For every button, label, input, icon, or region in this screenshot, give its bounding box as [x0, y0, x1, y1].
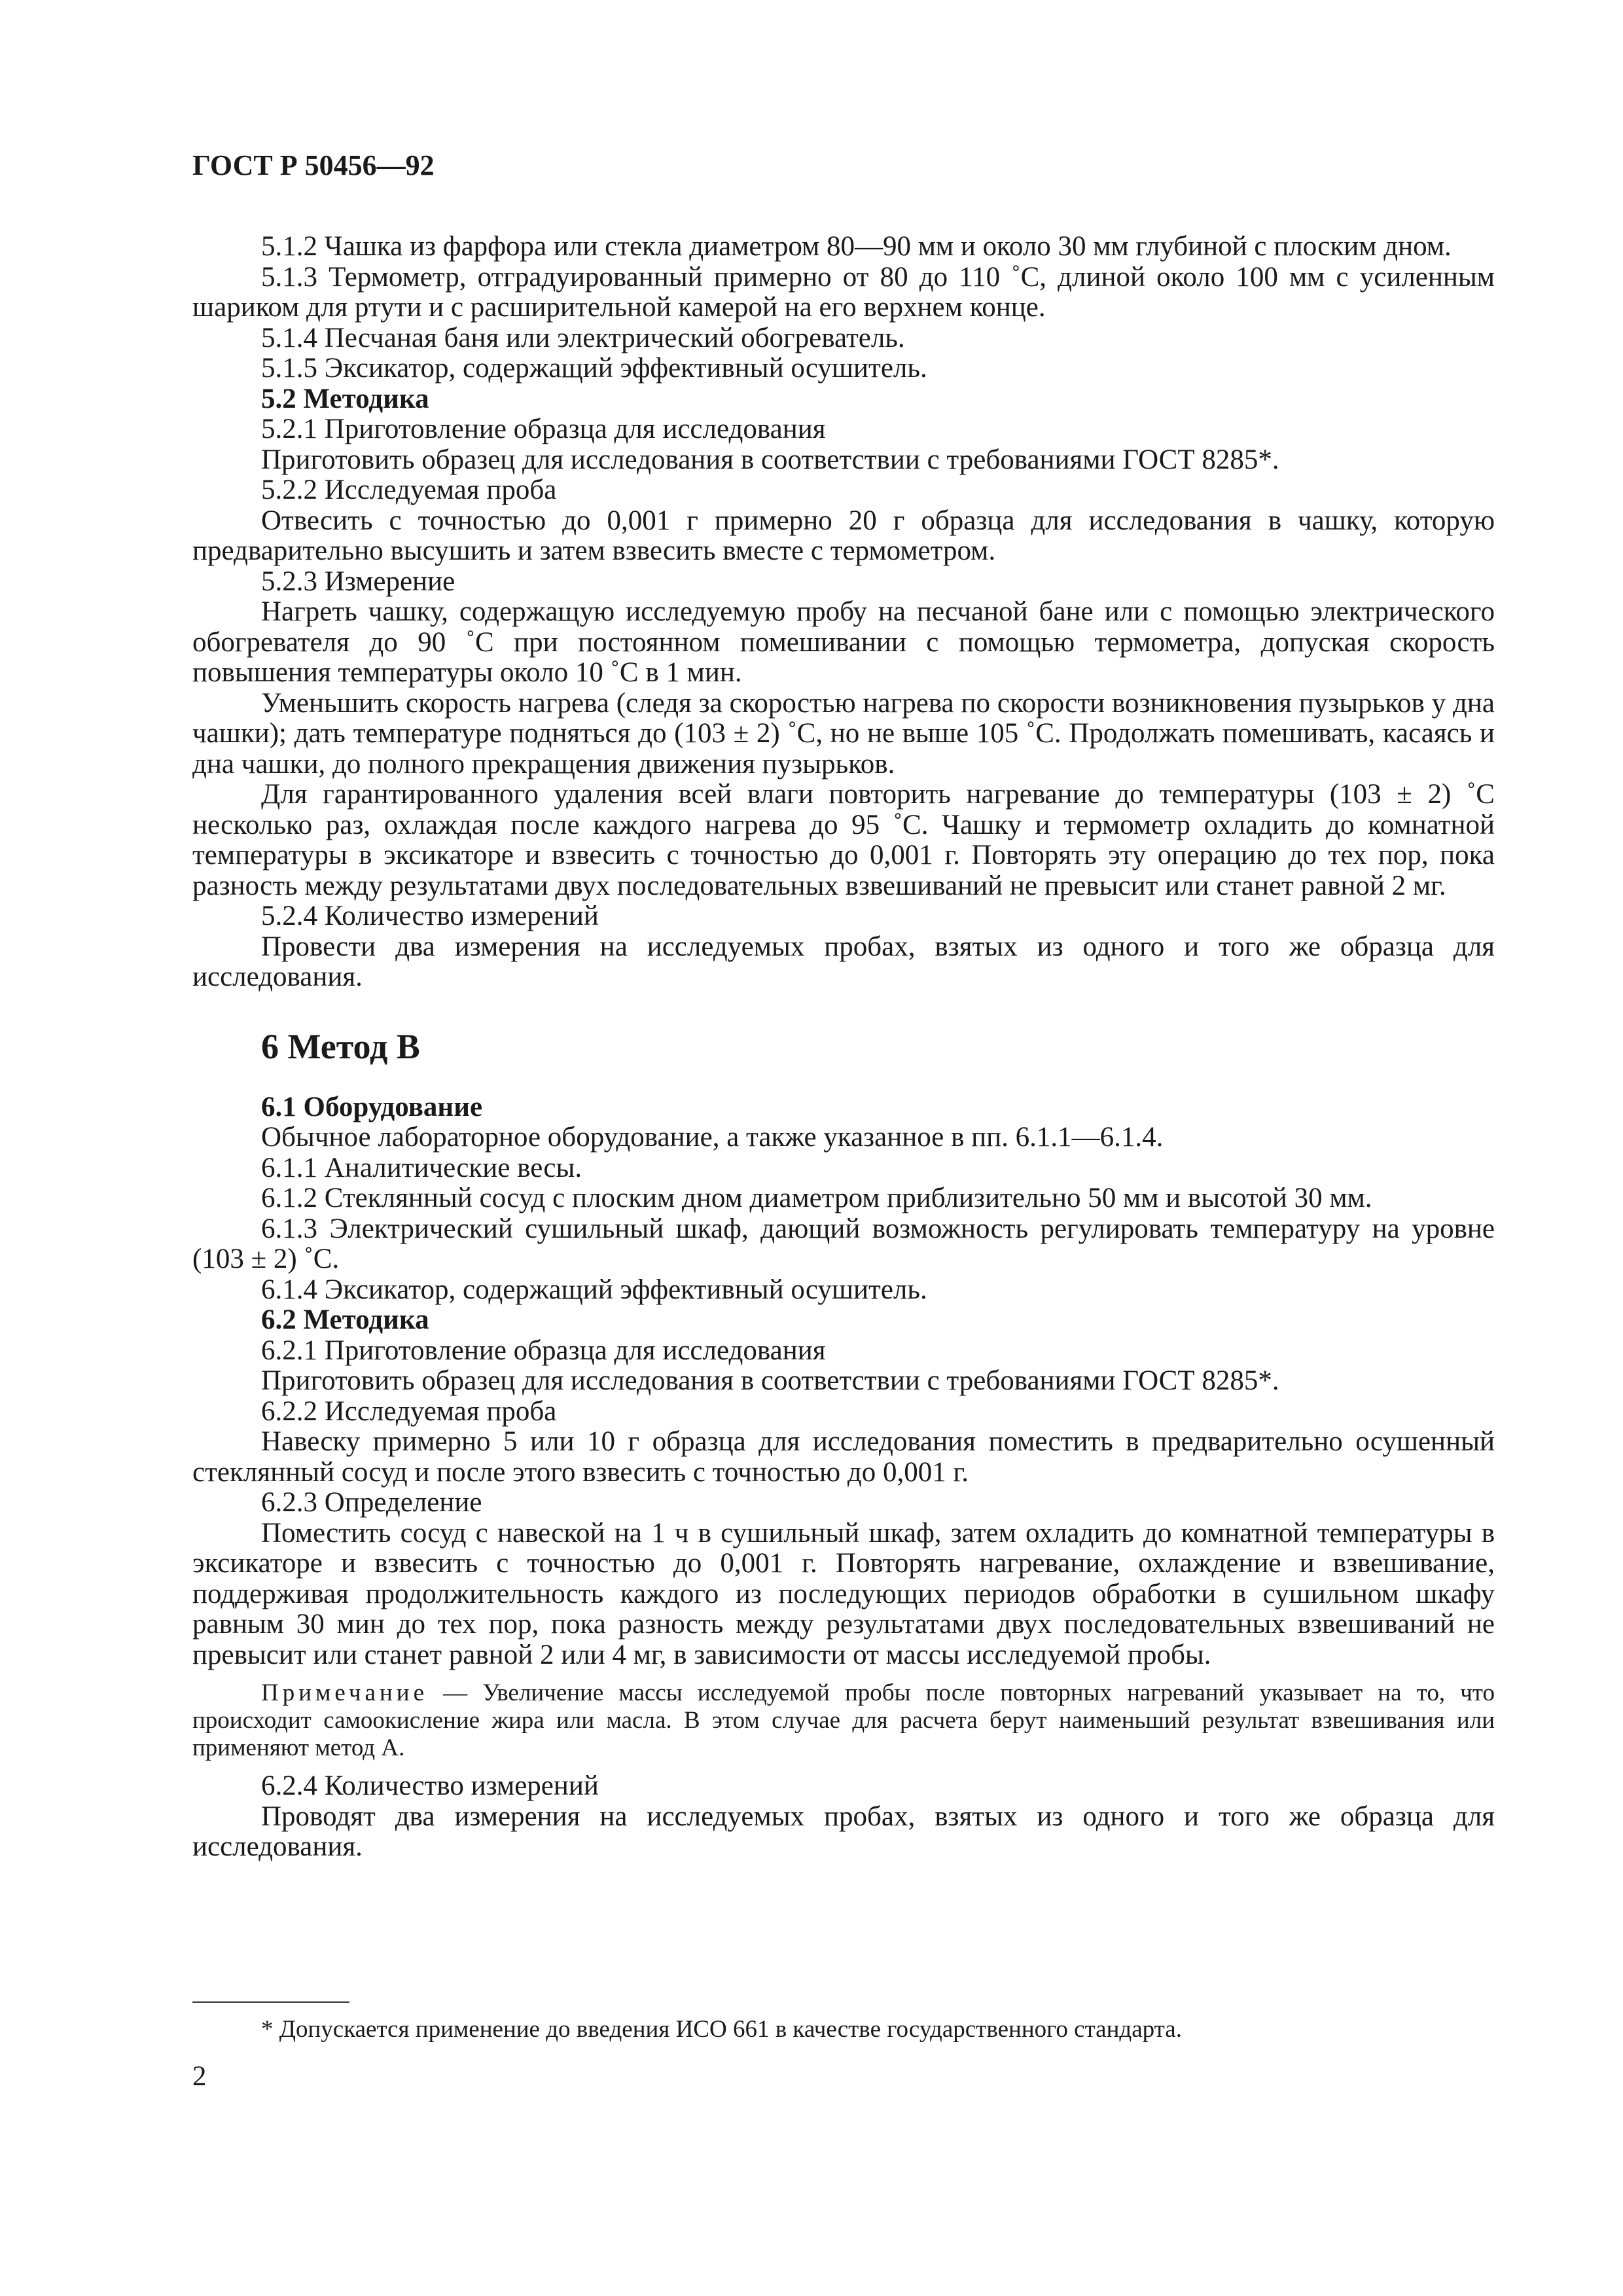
- section-heading-6: 6 Метод В: [261, 1026, 420, 1066]
- clause-5-1-2: 5.1.2 Чашка из фарфора или стекла диаметром 80—90 мм и около 30 мм глубиной с плоским дном.: [261, 231, 1452, 262]
- heading-6-2-1: 6.2.1 Приготовление образца для исследования: [261, 1335, 826, 1366]
- heading-6-2-2: 6.2.2 Исследуемая проба: [261, 1395, 557, 1427]
- heading-6-2: 6.2 Методика: [261, 1304, 429, 1335]
- page-body: [192, 232, 1495, 1863]
- clause-5-1-3: 5.1.3 Термометр, отградуированный примерно от 80 до 110 ˚С, длиной около 100 мм с усиленным шариком для ртути и с расширительной камерой на его верхнем конце.: [192, 261, 1495, 323]
- text-6-2-4: Проводят два измерения на исследуемых пробах, взятых из одного и того же образца для исследования.: [192, 1801, 1495, 1862]
- note-text: — Увеличение массы исследуемой пробы после повторных нагреваний указывает на то, что происходит самоокисление жира или масла. В этом случае для расчета берут наименьший результат взвешивания или применяют метод А.: [192, 1679, 1495, 1761]
- page-number: 2: [192, 2061, 207, 2092]
- footnote: * Допускается применение до введения ИСО 661 в качестве государственного стандарта.: [261, 2016, 1182, 2043]
- text-5-2-1: Приготовить образец для исследования в соответствии с требованиями ГОСТ 8285*.: [261, 444, 1279, 475]
- clause-6-1-2: 6.1.2 Стеклянный сосуд с плоским дном диаметром приблизительно 50 мм и высотой 30 мм.: [261, 1183, 1372, 1213]
- heading-5-2: 5.2 Методика: [261, 383, 429, 414]
- heading-5-2-1: 5.2.1 Приготовление образца для исследования: [261, 414, 826, 444]
- clause-6-1-4: 6.1.4 Эксикатор, содержащий эффективный осушитель.: [261, 1274, 927, 1305]
- heading-6-1: 6.1 Оборудование: [261, 1091, 483, 1122]
- heading-5-2-2: 5.2.2 Исследуемая проба: [261, 475, 557, 505]
- heading-5-2-3: 5.2.3 Измерение: [261, 565, 455, 597]
- clause-6-1-1: 6.1.1 Аналитические весы.: [261, 1152, 582, 1183]
- text-6-2-1: Приготовить образец для исследования в соответствии с требованиями ГОСТ 8285*.: [261, 1365, 1279, 1396]
- note: [192, 1679, 1495, 1762]
- text-6-1: Обычное лабораторное оборудование, а также указанное в пп. 6.1.1—6.1.4.: [261, 1122, 1164, 1153]
- text-5-2-3-a: Нагреть чашку, содержащую исследуемую пробу на песчаной бане или с помощью электрического обогревателя до 90 ˚С при постоянном помешивании с помощью термометра, допуская скорость повышения температуры около 10 ˚С в 1 мин.: [192, 596, 1495, 688]
- text-5-2-4: Провести два измерения на исследуемых пробах, взятых из одного и того же образца для исследования.: [192, 931, 1495, 992]
- text-6-2-3: Поместить сосуд с навеской на 1 ч в сушильный шкаф, затем охладить до комнатной температуры в эксикаторе и взвесить с точностью до 0,001 г. Повторять нагревание, охлаждение и взвешивание, поддерживая продолжительность каждого из последующих периодов обработки в сушильном шкафу равным 30 мин до тех пор, пока разность между результатами двух последовательных взвешиваний не превысит или станет равной 2 или 4 мг, в зависимости от массы исследуемой пробы.: [192, 1517, 1495, 1670]
- clause-5-1-4: 5.1.4 Песчаная баня или электрический обогреватель.: [261, 322, 905, 353]
- text-5-2-3-b: Уменьшить скорость нагрева (следя за скоростью нагрева по скорости возникновения пузырьков у дна чашки); дать температуре подняться до (103 ± 2) ˚С, но не выше 105 ˚С. Продолжать помешивать, касаясь и дна чашки, до полного прекращения движения пузырьков.: [192, 687, 1495, 780]
- text-5-2-2: Отвесить с точностью до 0,001 г примерно 20 г образца для исследования в чашку, которую предварительно высушить и затем взвесить вместе с термометром.: [192, 505, 1495, 566]
- document-code-header: ГОСТ Р 50456—92: [192, 149, 435, 181]
- footnote-divider: [192, 2001, 349, 2003]
- heading-5-2-4: 5.2.4 Количество измерений: [261, 901, 599, 931]
- text-6-2-2: Навеску примерно 5 или 10 г образца для исследования поместить в предварительно осушенный стеклянный сосуд и после этого взвесить с точностью до 0,001 г.: [192, 1426, 1495, 1488]
- text-5-2-3-c: Для гарантированного удаления всей влаги повторить нагревание до температуры (103 ± 2) ˚С несколько раз, охлаждая после каждого нагрева до 95 ˚С. Чашку и термометр охладить до комнатной температуры в эксикаторе и взвесить с точностью до 0,001 г. Повторять эту операцию до тех пор, пока разность между результатами двух последовательных взвешиваний не превысит или станет равной 2 мг.: [192, 779, 1495, 901]
- heading-6-2-4: 6.2.4 Количество измерений: [261, 1770, 599, 1801]
- clause-5-1-5: 5.1.5 Эксикатор, содержащий эффективный осушитель.: [261, 353, 927, 384]
- note-label: Примечание: [261, 1679, 428, 1706]
- heading-6-2-3: 6.2.3 Определение: [261, 1487, 482, 1518]
- clause-6-1-3: 6.1.3 Электрический сушильный шкаф, дающий возможность регулировать температуру на уровне (103 ± 2) ˚С.: [192, 1213, 1495, 1274]
